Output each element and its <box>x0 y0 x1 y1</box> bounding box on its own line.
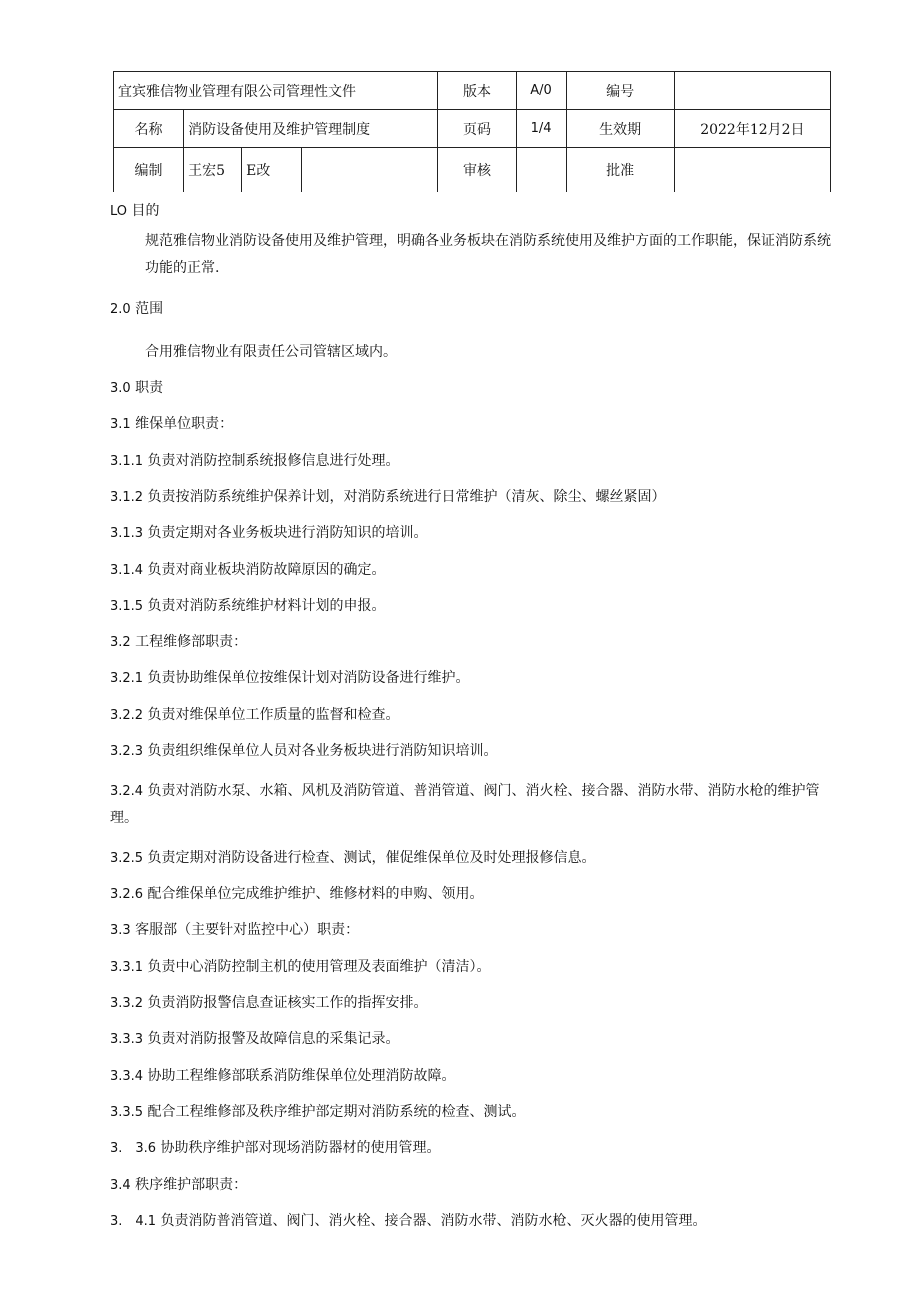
subsection-heading: 3.4 秩序维护部职责： <box>110 1177 248 1193</box>
list-item: 3. 4.1 负责消防普消管道、阀门、消火栓、接合器、消防水带、消防水枪、灭火器的使用管理。 <box>110 1213 707 1229</box>
list-item: 3.3.1 负责中心消防控制主机的使用管理及表面维护（清洁）。 <box>110 959 491 975</box>
list-item: 3.2.5 负责定期对消防设备进行检查、测试，催促维保单位及时处理报修信息。 <box>110 850 596 866</box>
number-value <box>674 72 830 110</box>
version-value: A/0 <box>516 72 566 110</box>
editor-label: 编制 <box>114 148 184 193</box>
revise-label: E改 <box>242 148 302 193</box>
list-item: 3.2.2 负责对维保单位工作质量的监督和检查。 <box>110 707 400 723</box>
paragraph: 规范雅信物业消防设备使用及维护管理，明确各业务板块在消防系统使用及维护方面的工作职能，保证消防系统功能的正常. <box>145 233 831 276</box>
section-heading: 3.0 职责 <box>110 380 164 396</box>
effective-value: 2022年12月2日 <box>674 110 830 148</box>
version-label: 版本 <box>438 72 516 110</box>
number-label: 编号 <box>566 72 674 110</box>
subsection-heading: 3.2 工程维修部职责： <box>110 634 248 650</box>
list-item: 3.3.5 配合工程维修部及秩序维护部定期对消防系统的检查、测试。 <box>110 1104 526 1120</box>
list-item: 3.1.3 负责定期对各业务板块进行消防知识的培训。 <box>110 525 428 541</box>
name-value: 消防设备使用及维护管理制度 <box>184 110 438 148</box>
approve-label: 批准 <box>566 148 674 193</box>
list-item: 3.1.5 负责对消防系统维护材料计划的申报。 <box>110 598 386 614</box>
subsection-heading: 3.3 客服部（主要针对监控中心）职责： <box>110 922 360 938</box>
effective-label: 生效期 <box>566 110 674 148</box>
subsection-heading: 3.1 维保单位职责： <box>110 416 234 432</box>
review-value <box>516 148 566 193</box>
section-heading: LO 目的 <box>110 203 160 219</box>
list-item: 3.3.2 负责消防报警信息查证核实工作的指挥安排。 <box>110 995 428 1011</box>
list-item: 3.1.2 负责按消防系统维护保养计划，对消防系统进行日常维护（清灰、除尘、螺丝紧固） <box>110 489 666 505</box>
page-value: 1/4 <box>516 110 566 148</box>
review-label: 审核 <box>438 148 516 193</box>
paragraph: 合用雅信物业有限责任公司管辖区域内。 <box>145 344 397 360</box>
approve-value <box>674 148 830 193</box>
list-item: 3.2.6 配合维保单位完成维护维护、维修材料的申购、领用。 <box>110 886 484 902</box>
page-label: 页码 <box>438 110 516 148</box>
list-item: 3. 3.6 协助秩序维护部对现场消防器材的使用管理。 <box>110 1140 441 1156</box>
revise-value <box>302 148 438 193</box>
list-item: 3.1.1 负责对消防控制系统报修信息进行处理。 <box>110 453 400 469</box>
name-label: 名称 <box>114 110 184 148</box>
list-item: 3.3.4 协助工程维修部联系消防维保单位处理消防故障。 <box>110 1068 456 1084</box>
company-title: 宜宾雅信物业管理有限公司管理性文件 <box>114 72 438 110</box>
section-heading: 2.0 范围 <box>110 301 164 317</box>
list-item: 3.2.4 负责对消防水泵、水箱、风机及消防管道、普消管道、阀门、消火栓、接合器、消防水带、消防水枪的维护管理。 <box>110 783 820 826</box>
list-item: 3.2.3 负责组织维保单位人员对各业务板块进行消防知识培训。 <box>110 743 498 759</box>
list-item: 3.2.1 负责协助维保单位按维保计划对消防设备进行维护。 <box>110 670 470 686</box>
editor-value: 王宏5 <box>184 148 242 193</box>
document-header-table <box>113 71 831 192</box>
list-item: 3.3.3 负责对消防报警及故障信息的采集记录。 <box>110 1031 400 1047</box>
list-item: 3.1.4 负责对商业板块消防故障原因的确定。 <box>110 562 386 578</box>
